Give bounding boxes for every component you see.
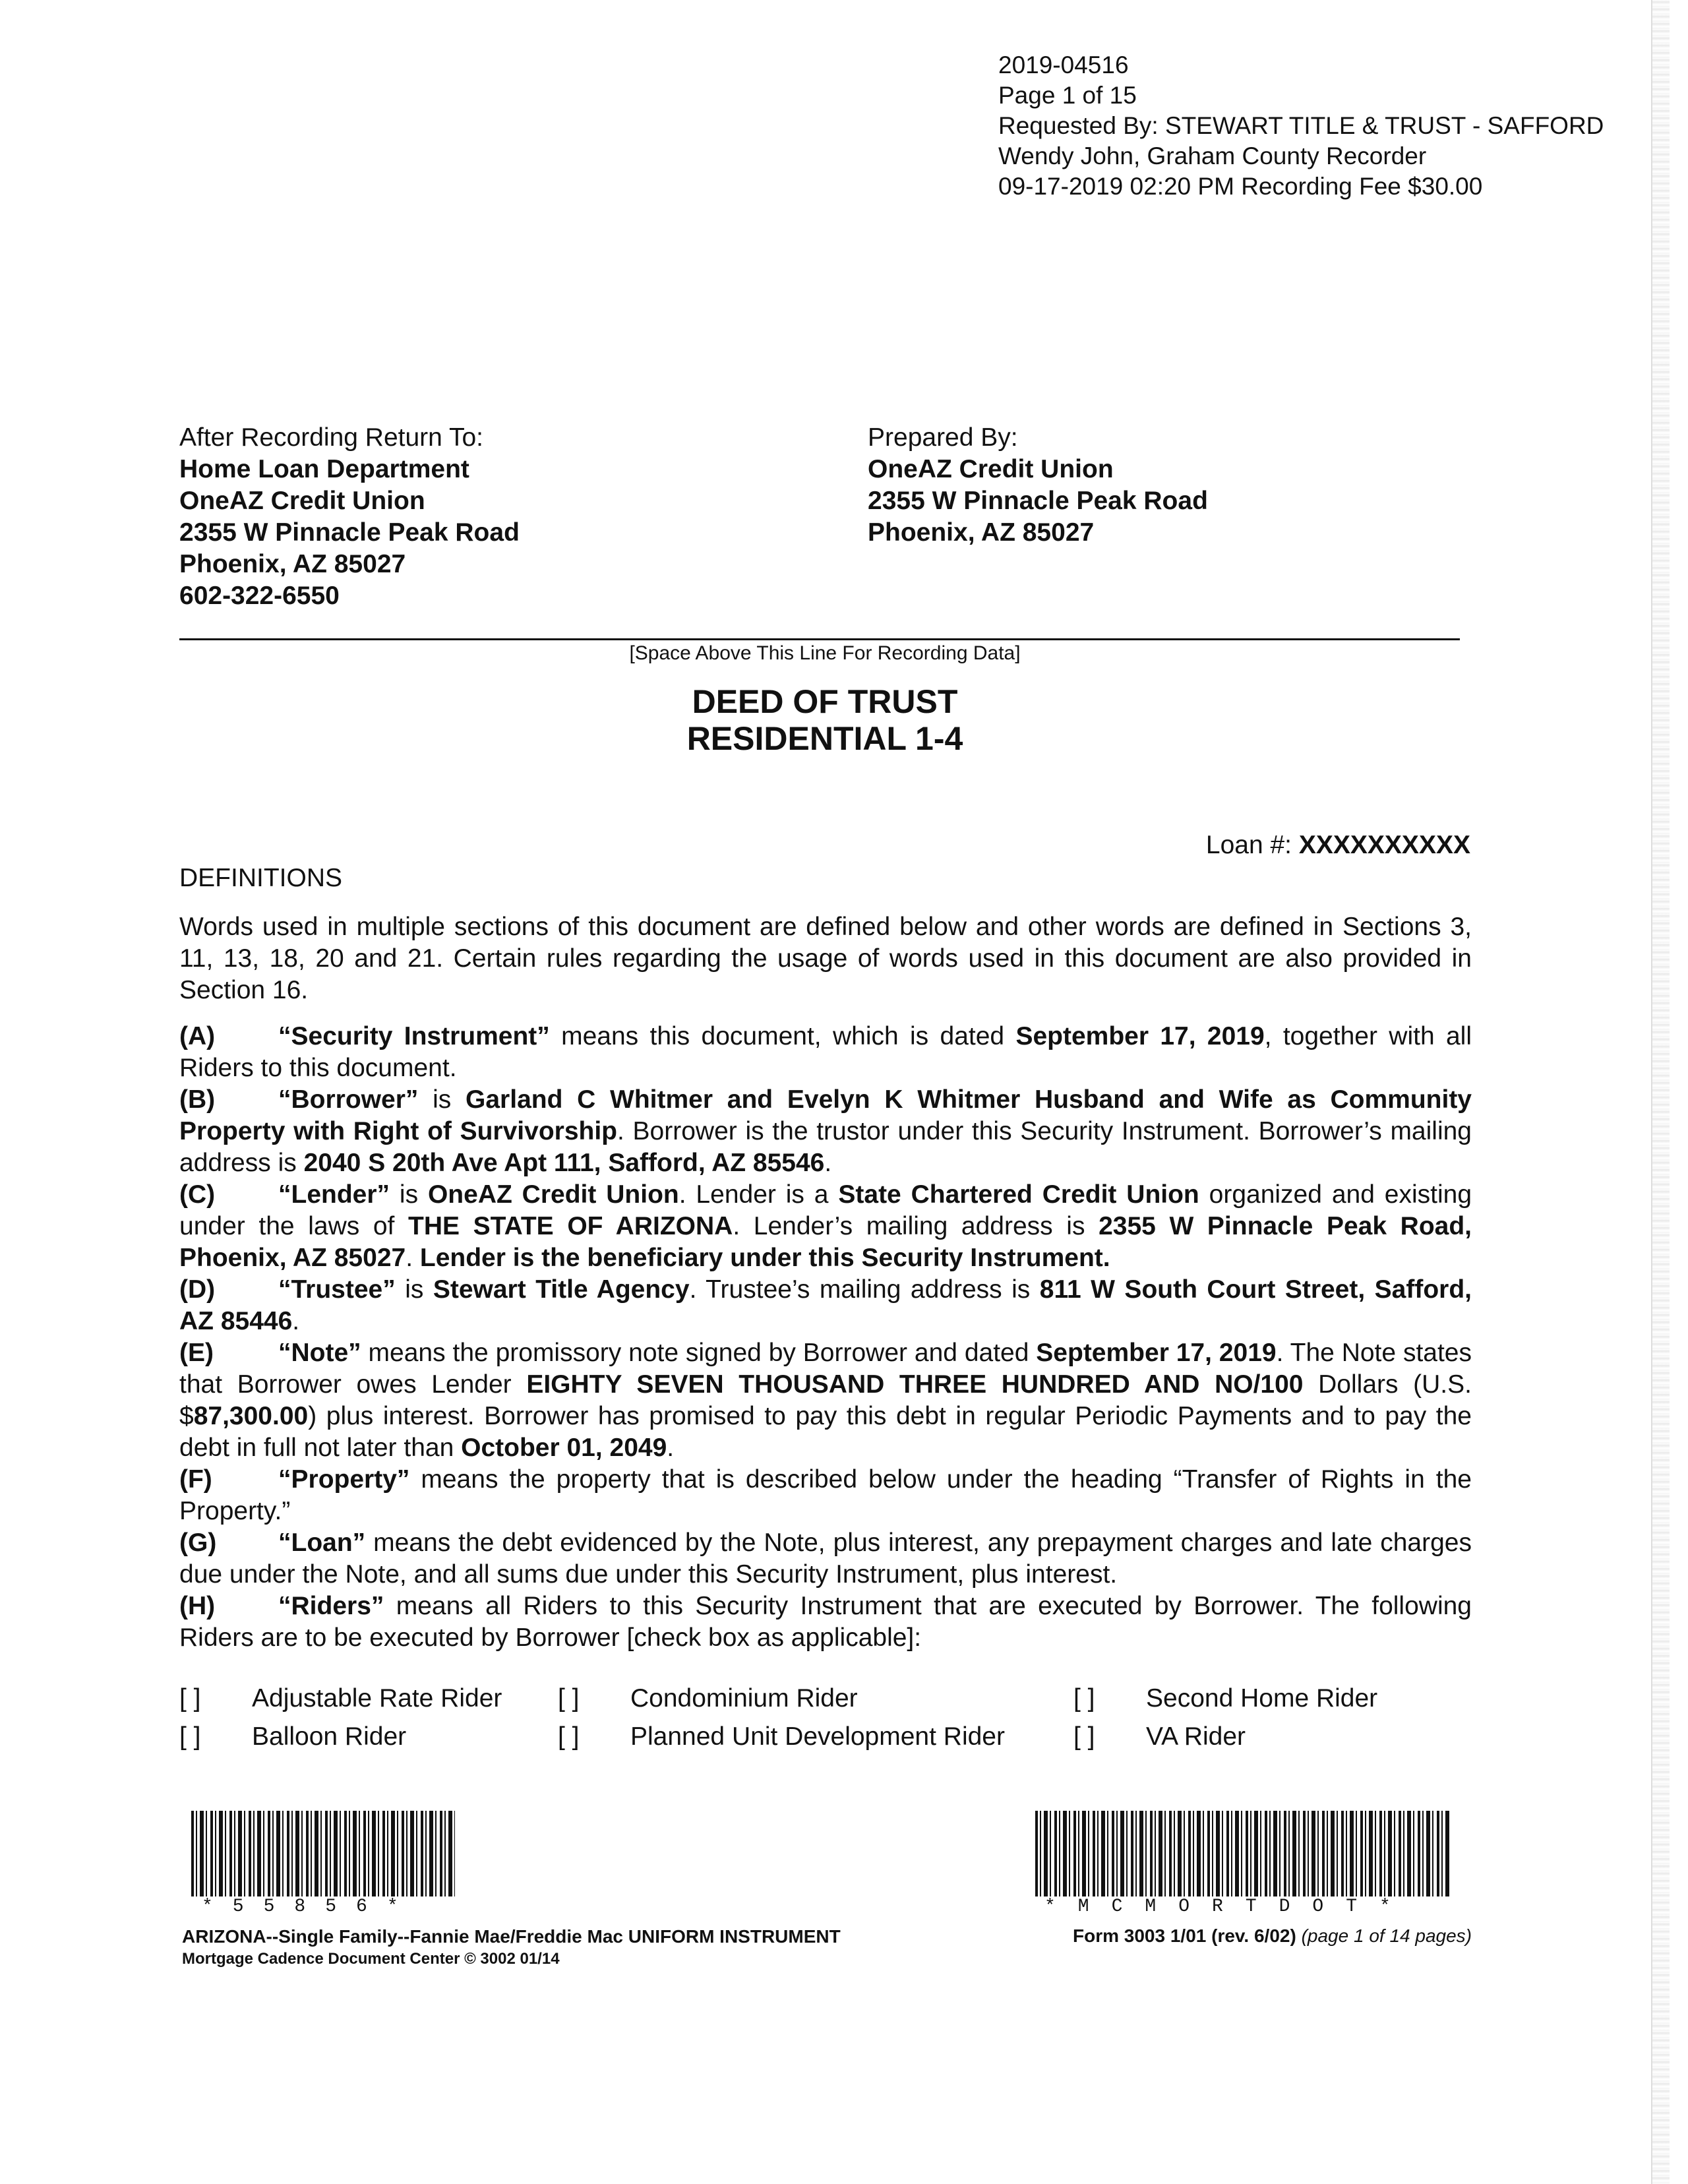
- footer-form-number: Form 3003 1/01 (rev. 6/02): [1073, 1926, 1302, 1946]
- lender-address: 2355 W Pinnacle Peak Road, Phoenix, AZ 85027: [179, 1212, 1472, 1272]
- rider-label: Balloon Rider: [252, 1722, 407, 1751]
- definition-a: [179, 1021, 1472, 1084]
- definitions-intro: Words used in multiple sections of this document are defined below and other words are defined in Sections 3, 11, 13, 18, 20 and 21. Certain rules regarding the usage of words used in this document are also provided in Section 16.: [179, 913, 1472, 1004]
- page-count: Page 1 of 15: [998, 82, 1137, 109]
- checkbox[interactable]: [ ]: [1073, 1722, 1095, 1751]
- recording-stamp: [998, 50, 1604, 202]
- loan-label: Loan #:: [1205, 831, 1299, 859]
- lender-type: State Chartered Credit Union: [838, 1180, 1199, 1209]
- definition-label: (G): [179, 1529, 217, 1557]
- lender-name: OneAZ Credit Union: [427, 1180, 679, 1209]
- definition-text: organized and existing under the laws of: [179, 1180, 1472, 1240]
- footer-right: [1073, 1926, 1472, 1947]
- trustee-name: Stewart Title Agency: [433, 1275, 690, 1304]
- checkbox[interactable]: [ ]: [179, 1684, 201, 1713]
- definition-term: “Loan”: [278, 1529, 366, 1557]
- footer-form-title: ARIZONA--Single Family--Fannie Mae/Freddie Mac UNIFORM INSTRUMENT: [182, 1926, 841, 1947]
- instrument-date: September 17, 2019: [1015, 1022, 1265, 1050]
- trustee-address: 811 W South Court Street, Safford, AZ 85446: [179, 1275, 1472, 1335]
- definition-text: is: [418, 1085, 466, 1114]
- definition-text: ) plus interest. Borrower has promised to pay this debt in regular Periodic Payments and to pay the debt in full not later than: [179, 1402, 1472, 1462]
- definition-f: [179, 1464, 1472, 1527]
- rider-balloon[interactable]: [179, 1718, 406, 1755]
- rider-label: Second Home Rider: [1146, 1684, 1378, 1713]
- definition-term: “Security Instrument”: [278, 1022, 550, 1050]
- definition-text: Dollars (U.S. $: [179, 1370, 1472, 1430]
- definitions-heading: DEFINITIONS: [179, 864, 343, 892]
- title-line: RESIDENTIAL 1-4: [686, 720, 963, 757]
- definition-text: . Borrower is the trustor under this Security Instrument. Borrower’s mailing address is: [179, 1117, 1472, 1177]
- document-title: [0, 683, 1650, 757]
- definition-term: “Riders”: [278, 1592, 384, 1620]
- definition-term: “Trustee”: [278, 1275, 396, 1304]
- barcode-right: [1035, 1811, 1451, 1896]
- note-date: September 17, 2019: [1036, 1339, 1277, 1367]
- definition-text: . Trustee’s mailing address is: [689, 1275, 1040, 1304]
- checkbox[interactable]: [ ]: [558, 1684, 580, 1713]
- rider-label: Planned Unit Development Rider: [630, 1722, 1005, 1751]
- definition-label: (B): [179, 1085, 216, 1114]
- maturity-date: October 01, 2049: [461, 1434, 667, 1462]
- scan-edge: [1651, 0, 1670, 2184]
- definition-g: [179, 1527, 1472, 1591]
- prepared-by-line: Phoenix, AZ 85027: [868, 518, 1095, 547]
- return-to-line: 2355 W Pinnacle Peak Road: [179, 518, 520, 547]
- lender-beneficiary: Lender is the beneficiary under this Security Instrument.: [419, 1244, 1110, 1272]
- rider-va[interactable]: [1073, 1718, 1246, 1755]
- return-to-line: Phoenix, AZ 85027: [179, 550, 406, 578]
- footer-left: [182, 1926, 841, 1970]
- definition-label: (E): [179, 1339, 214, 1367]
- recording-data-divider: [179, 638, 1460, 640]
- loan-value: XXXXXXXXXX: [1298, 831, 1470, 859]
- definition-label: (H): [179, 1592, 216, 1620]
- checkbox[interactable]: [ ]: [1073, 1684, 1095, 1713]
- loan-number: [1206, 831, 1470, 860]
- definition-label: (C): [179, 1180, 216, 1209]
- footer-page-count: (page 1 of 14 pages): [1301, 1926, 1472, 1946]
- loan-amount: 87,300.00: [193, 1402, 309, 1430]
- barcode-left: [191, 1811, 455, 1896]
- definition-text: . Lender’s mailing address is: [733, 1212, 1099, 1240]
- checkbox[interactable]: [ ]: [558, 1722, 580, 1751]
- definition-term: “Property”: [278, 1465, 410, 1494]
- rider-label: VA Rider: [1146, 1722, 1246, 1751]
- document-number: 2019-04516: [998, 51, 1129, 78]
- rider-label: Condominium Rider: [630, 1684, 858, 1713]
- rider-planned-unit-development[interactable]: [558, 1718, 1005, 1755]
- barcode-right-text: *MCMORTDOT*: [1044, 1896, 1413, 1917]
- definition-text: is: [395, 1275, 433, 1304]
- lender-state: THE STATE OF ARIZONA: [408, 1212, 733, 1240]
- footer-document-center: Mortgage Cadence Document Center © 3002 01/14: [182, 1950, 560, 1968]
- county-recorder: Wendy John, Graham County Recorder: [998, 142, 1427, 169]
- return-to-line: OneAZ Credit Union: [179, 487, 425, 515]
- prepared-by-block: [868, 422, 1208, 549]
- return-to-block: [179, 422, 520, 612]
- definition-e: [179, 1337, 1472, 1464]
- definition-text: . Lender is a: [678, 1180, 839, 1209]
- definition-text: .: [824, 1149, 832, 1177]
- borrower-names: Garland C Whitmer and Evelyn K Whitmer Husband and Wife as Community Property with Right of Survivorship: [179, 1085, 1472, 1145]
- definition-text: means the debt evidenced by the Note, plus interest, any prepayment charges and late charges due under the Note, and all sums due under this Security Instrument, plus interest.: [179, 1529, 1472, 1589]
- definitions-body: [179, 911, 1472, 1654]
- rider-adjustable-rate[interactable]: [179, 1680, 502, 1717]
- definition-label: (F): [179, 1465, 212, 1494]
- definition-term: “Lender”: [278, 1180, 390, 1209]
- barcode-left-text: *55856*: [202, 1896, 418, 1917]
- definition-text: means the property that is described below under the heading “Transfer of Rights in the Property.”: [179, 1465, 1472, 1525]
- definition-d: [179, 1274, 1472, 1337]
- definition-label: (A): [179, 1022, 216, 1050]
- recording-datetime-fee: 09-17-2019 02:20 PM Recording Fee $30.00: [998, 173, 1483, 200]
- definition-text: , together with all Riders to this document.: [179, 1022, 1472, 1082]
- definition-text: means this document, which is dated: [549, 1022, 1016, 1050]
- return-to-line: Home Loan Department: [179, 455, 469, 483]
- definition-text: .: [667, 1434, 675, 1462]
- prepared-by-label: Prepared By:: [868, 423, 1018, 452]
- definition-b: [179, 1084, 1472, 1179]
- prepared-by-line: 2355 W Pinnacle Peak Road: [868, 487, 1208, 515]
- definition-term: “Borrower”: [278, 1085, 419, 1114]
- definition-text: is: [390, 1180, 428, 1209]
- definition-text: . The Note states that Borrower owes Lender: [179, 1339, 1472, 1399]
- prepared-by-line: OneAZ Credit Union: [868, 455, 1114, 483]
- rider-condominium[interactable]: [558, 1680, 858, 1717]
- definition-term: “Note”: [278, 1339, 361, 1367]
- definition-text: means the promissory note signed by Borrower and dated: [361, 1339, 1037, 1367]
- return-to-label: After Recording Return To:: [179, 423, 484, 452]
- requested-by: Requested By: STEWART TITLE & TRUST - SAFFORD: [998, 112, 1604, 139]
- borrower-address: 2040 S 20th Ave Apt 111, Safford, AZ 85546: [303, 1149, 825, 1177]
- definition-c: [179, 1179, 1472, 1274]
- rider-second-home[interactable]: [1073, 1680, 1377, 1717]
- definition-h: [179, 1591, 1472, 1654]
- return-to-phone: 602-322-6550: [179, 582, 340, 610]
- definition-text: means all Riders to this Security Instrument that are executed by Borrower. The following Riders are to be executed by Borrower [check box as applicable]:: [179, 1592, 1472, 1652]
- recording-space-note: [Space Above This Line For Recording Data]: [629, 642, 1021, 664]
- loan-amount-words: EIGHTY SEVEN THOUSAND THREE HUNDRED AND NO/100: [526, 1370, 1304, 1399]
- rider-label: Adjustable Rate Rider: [252, 1684, 502, 1713]
- definition-text: .: [292, 1307, 300, 1335]
- title-line: DEED OF TRUST: [692, 683, 958, 720]
- definition-label: (D): [179, 1275, 216, 1304]
- definition-text: .: [406, 1244, 420, 1272]
- checkbox[interactable]: [ ]: [179, 1722, 201, 1751]
